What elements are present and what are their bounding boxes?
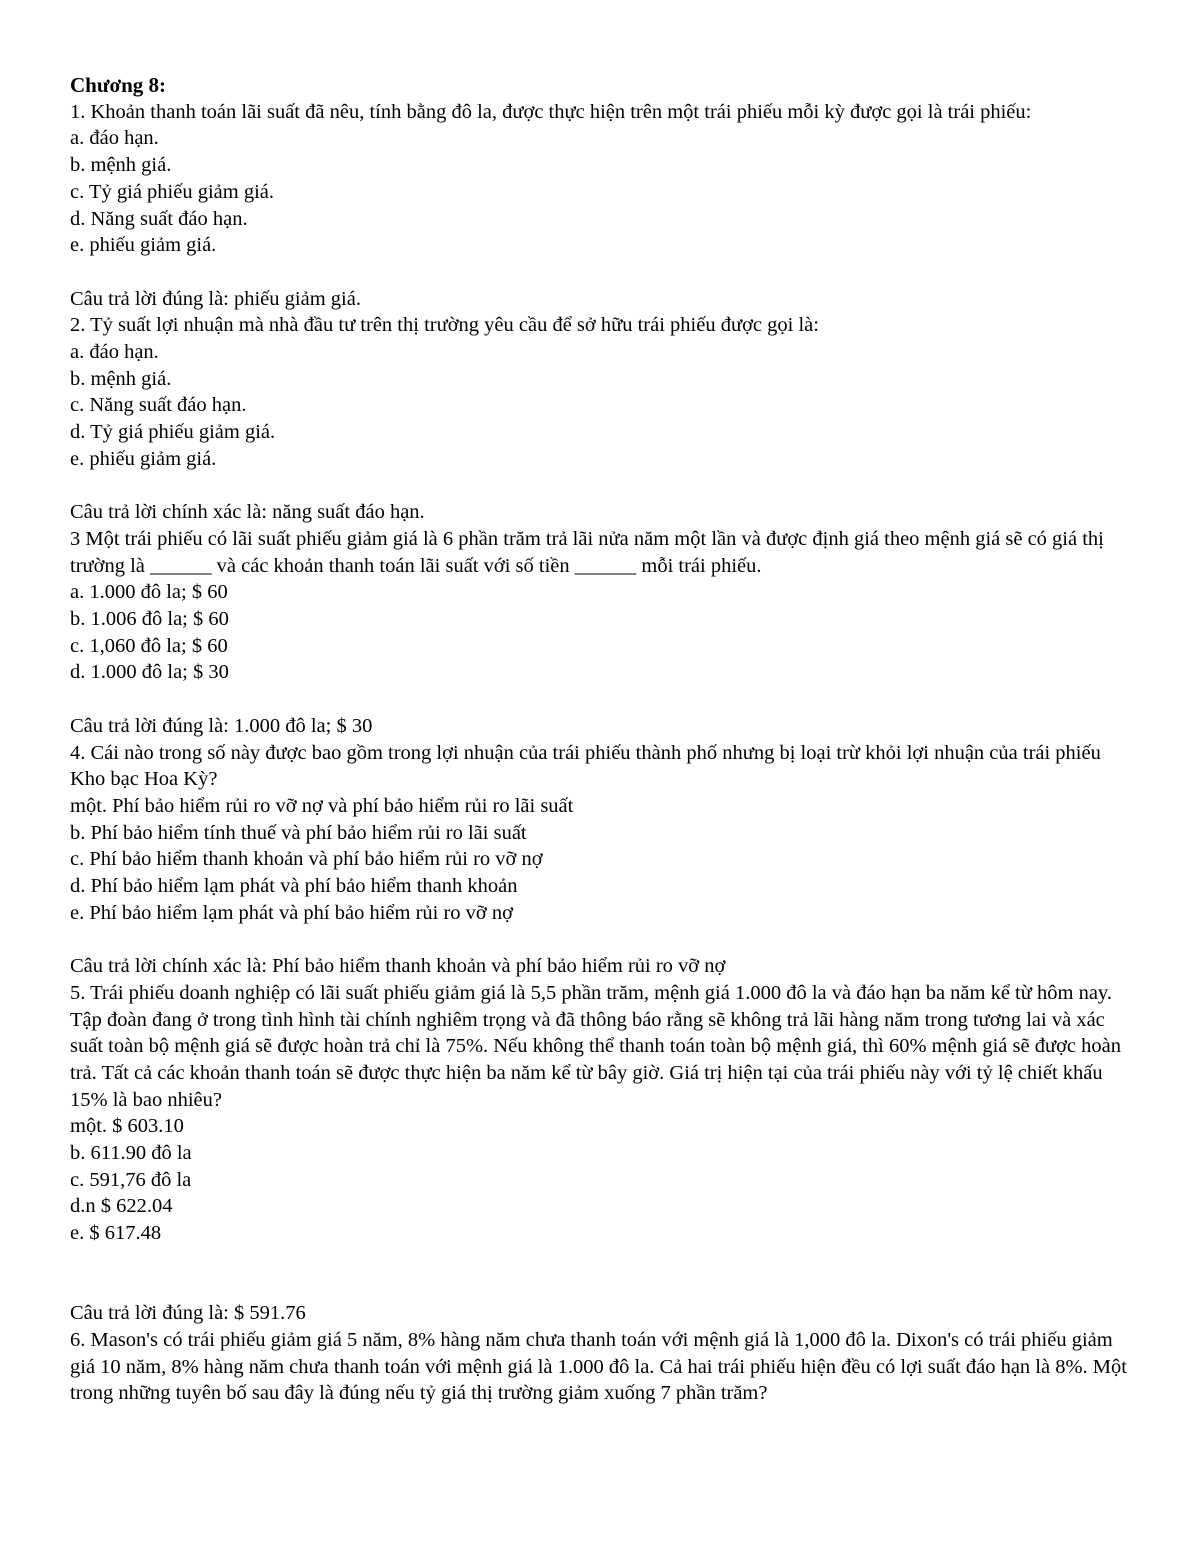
option: c. Tỷ giá phiếu giảm giá.	[70, 180, 274, 203]
option: một. $ 603.10	[70, 1115, 184, 1138]
answer-text: Câu trả lời chính xác là: Phí bảo hiểm thanh khoản và phí bảo hiểm rủi ro vỡ nợ	[70, 955, 726, 978]
answer-text: Câu trả lời chính xác là: năng suất đáo hạn.	[70, 501, 425, 524]
answer-text: Câu trả lời đúng là: phiếu giảm giá.	[70, 287, 361, 310]
option: e. Phí bảo hiểm lạm phát và phí bảo hiểm rủi ro vỡ nợ	[70, 901, 513, 924]
option: c. Phí bảo hiểm thanh khoản và phí bảo hiểm rủi ro vỡ nợ	[70, 848, 543, 871]
question-block-1	[70, 99, 1140, 313]
option: c. Năng suất đáo hạn.	[70, 394, 247, 417]
document-page	[70, 72, 1140, 1407]
option: b. 611.90 đô la	[70, 1142, 192, 1165]
question-text: 1. Khoản thanh toán lãi suất đã nêu, tính bằng đô la, được thực hiện trên một trái phiếu mỗi kỳ được gọi là trái phiếu:	[70, 100, 1032, 123]
question-block-6	[70, 1327, 1140, 1407]
question-text: 4. Cái nào trong số này được bao gồm trong lợi nhuận của trái phiếu thành phố nhưng bị loại trừ khỏi lợi nhuận của trái phiếu Kho bạc Hoa Kỳ?	[70, 741, 1101, 791]
question-block-3	[70, 526, 1140, 740]
question-text: 5. Trái phiếu doanh nghiệp có lãi suất phiếu giảm giá là 5,5 phần trăm, mệnh giá 1.000 đô la và đáo hạn ba năm kể từ hôm nay. Tập đoàn đang ở trong tình hình tài chính nghiêm trọng và đã thông báo rằng sẽ không trả lãi hàng năm trong tương lai và xác suất toàn bộ mệnh giá sẽ được hoàn trả chỉ là 75%. Nếu không thể thanh toán toàn bộ mệnh giá, thì 60% mệnh giá sẽ được hoàn trả. Tất cả các khoản thanh toán sẽ được thực hiện ba năm kể từ bây giờ. Giá trị hiện tại của trái phiếu này với tỷ lệ chiết khấu 15% là bao nhiêu?	[70, 981, 1121, 1111]
option: d. Năng suất đáo hạn.	[70, 207, 248, 230]
option: e. $ 617.48	[70, 1222, 162, 1245]
option: e. phiếu giảm giá.	[70, 447, 217, 470]
option: a. đáo hạn.	[70, 127, 159, 150]
option: d. 1.000 đô la; $ 30	[70, 661, 229, 684]
question-text: 6. Mason's có trái phiếu giảm giá 5 năm, 8% hàng năm chưa thanh toán với mệnh giá là 1,000 đô la. Dixon's có trái phiếu giảm giá 10 năm, 8% hàng năm chưa thanh toán với mệnh giá là 1.000 đô la. Cả hai trái phiếu hiện đều có lợi suất đáo hạn là 8%. Một trong những tuyên bố sau đây là đúng nếu tỷ giá thị trường giảm xuống 7 phần trăm?	[70, 1328, 1127, 1405]
answer-text: Câu trả lời đúng là: 1.000 đô la; $ 30	[70, 714, 373, 737]
answer-text: Câu trả lời đúng là: $ 591.76	[70, 1302, 306, 1325]
option: b. Phí bảo hiểm tính thuế và phí bảo hiểm rủi ro lãi suất	[70, 821, 527, 844]
option: b. mệnh giá.	[70, 154, 172, 177]
option: c. 1,060 đô la; $ 60	[70, 634, 228, 657]
option: b. mệnh giá.	[70, 367, 172, 390]
chapter-title: Chương 8:	[70, 73, 166, 97]
question-block-2	[70, 312, 1140, 526]
question-block-4	[70, 740, 1140, 980]
option: c. 591,76 đô la	[70, 1168, 192, 1191]
option: d. Phí bảo hiểm lạm phát và phí bảo hiểm thanh khoản	[70, 875, 518, 898]
question-text: 2. Tỷ suất lợi nhuận mà nhà đầu tư trên thị trường yêu cầu để sở hữu trái phiếu được gọi là:	[70, 314, 819, 337]
option: a. 1.000 đô la; $ 60	[70, 581, 228, 604]
option: d. Tỷ giá phiếu giảm giá.	[70, 421, 276, 444]
option: e. phiếu giảm giá.	[70, 234, 217, 257]
question-text: 3 Một trái phiếu có lãi suất phiếu giảm giá là 6 phần trăm trả lãi nửa năm một lần và được định giá theo mệnh giá sẽ có giá thị trường là ______ và các khoản thanh toán lãi suất với số tiền ______ mỗi trái phiếu.	[70, 527, 1104, 577]
option: một. Phí bảo hiểm rủi ro vỡ nợ và phí bảo hiểm rủi ro lãi suất	[70, 794, 574, 817]
option: b. 1.006 đô la; $ 60	[70, 608, 229, 631]
question-block-5	[70, 980, 1140, 1327]
option: a. đáo hạn.	[70, 341, 159, 364]
option: d.n $ 622.04	[70, 1195, 173, 1218]
